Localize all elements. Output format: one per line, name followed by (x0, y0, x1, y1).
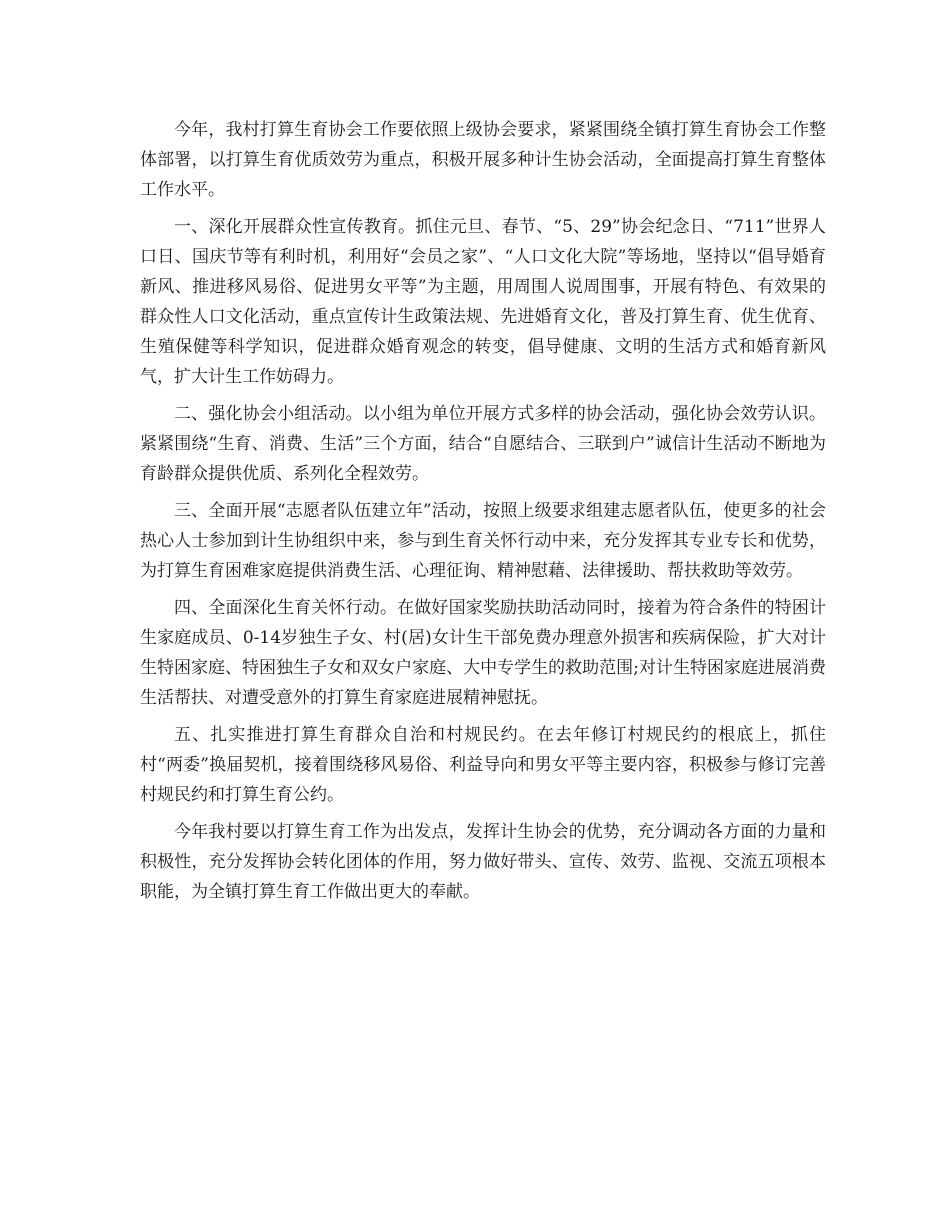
paragraph-section-3: 三、全面开展“志愿者队伍建立年”活动，按照上级要求组建志愿者队伍，使更多的社会热心人士参加到计生协组织中来，参与到生育关怀行动中来，充分发挥其专业专长和优势，为打算生育困难家庭提供消费生活、心理征询、精神慰藉、法律援助、帮扶救助等效劳。 (140, 501, 826, 581)
paragraph-conclusion: 今年我村要以打算生育工作为出发点，发挥计生协会的优势，充分调动各方面的力量和积极性，充分发挥协会转化团体的作用，努力做好带头、宣传、效劳、监视、交流五项根本职能，为全镇打算生育工作做出更大的奉献。 (140, 822, 826, 902)
paragraph-intro: 今年，我村打算生育协会工作要依照上级协会要求，紧紧围绕全镇打算生育协会工作整体部署，以打算生育优质效劳为重点，积极开展多种计生协会活动，全面提高打算生育整体工作水平。 (140, 120, 826, 200)
document-body (140, 115, 826, 914)
paragraph-section-4: 四、全面深化生育关怀行动。在做好国家奖励扶助活动同时，接着为符合条件的特困计生家庭成员、0-14岁独生子女、村(居)女计生干部免费办理意外损害和疾病保险，扩大对计生特困家庭、特困独生子女和双女户家庭、大中专学生的救助范围;对计生特困家庭进展消费生活帮扶、对遭受意外的打算生育家庭进展精神慰抚。 (140, 598, 826, 708)
paragraph-section-2: 二、强化协会小组活动。以小组为单位开展方式多样的协会活动，强化协会效劳认识。紧紧围绕“生育、消费、生活”三个方面，结合“自愿结合、三联到户”诚信计生活动不断地为育龄群众提供优质、系列化全程效劳。 (140, 404, 826, 484)
paragraph-section-1: 一、深化开展群众性宣传教育。抓住元旦、春节、“5、29”协会纪念日、“711”世界人口日、国庆节等有利时机，利用好“会员之家”、“人口文化大院”等场地，坚持以“倡导婚育新风、推进移风易俗、促进男女平等”为主题，用周围人说周围事，开展有特色、有效果的群众性人口文化活动，重点宣传计生政策法规、先进婚育文化，普及打算生育、优生优育、生殖保健等科学知识，促进群众婚育观念的转变，倡导健康、文明的生活方式和婚育新风气，扩大计生工作妨碍力。 (140, 217, 826, 387)
paragraph-section-5: 五、扎实推进打算生育群众自治和村规民约。在去年修订村规民约的根底上，抓住村“两委”换届契机，接着围绕移风易俗、利益导向和男女平等主要内容，积极参与修订完善村规民约和打算生育公约。 (140, 725, 826, 805)
